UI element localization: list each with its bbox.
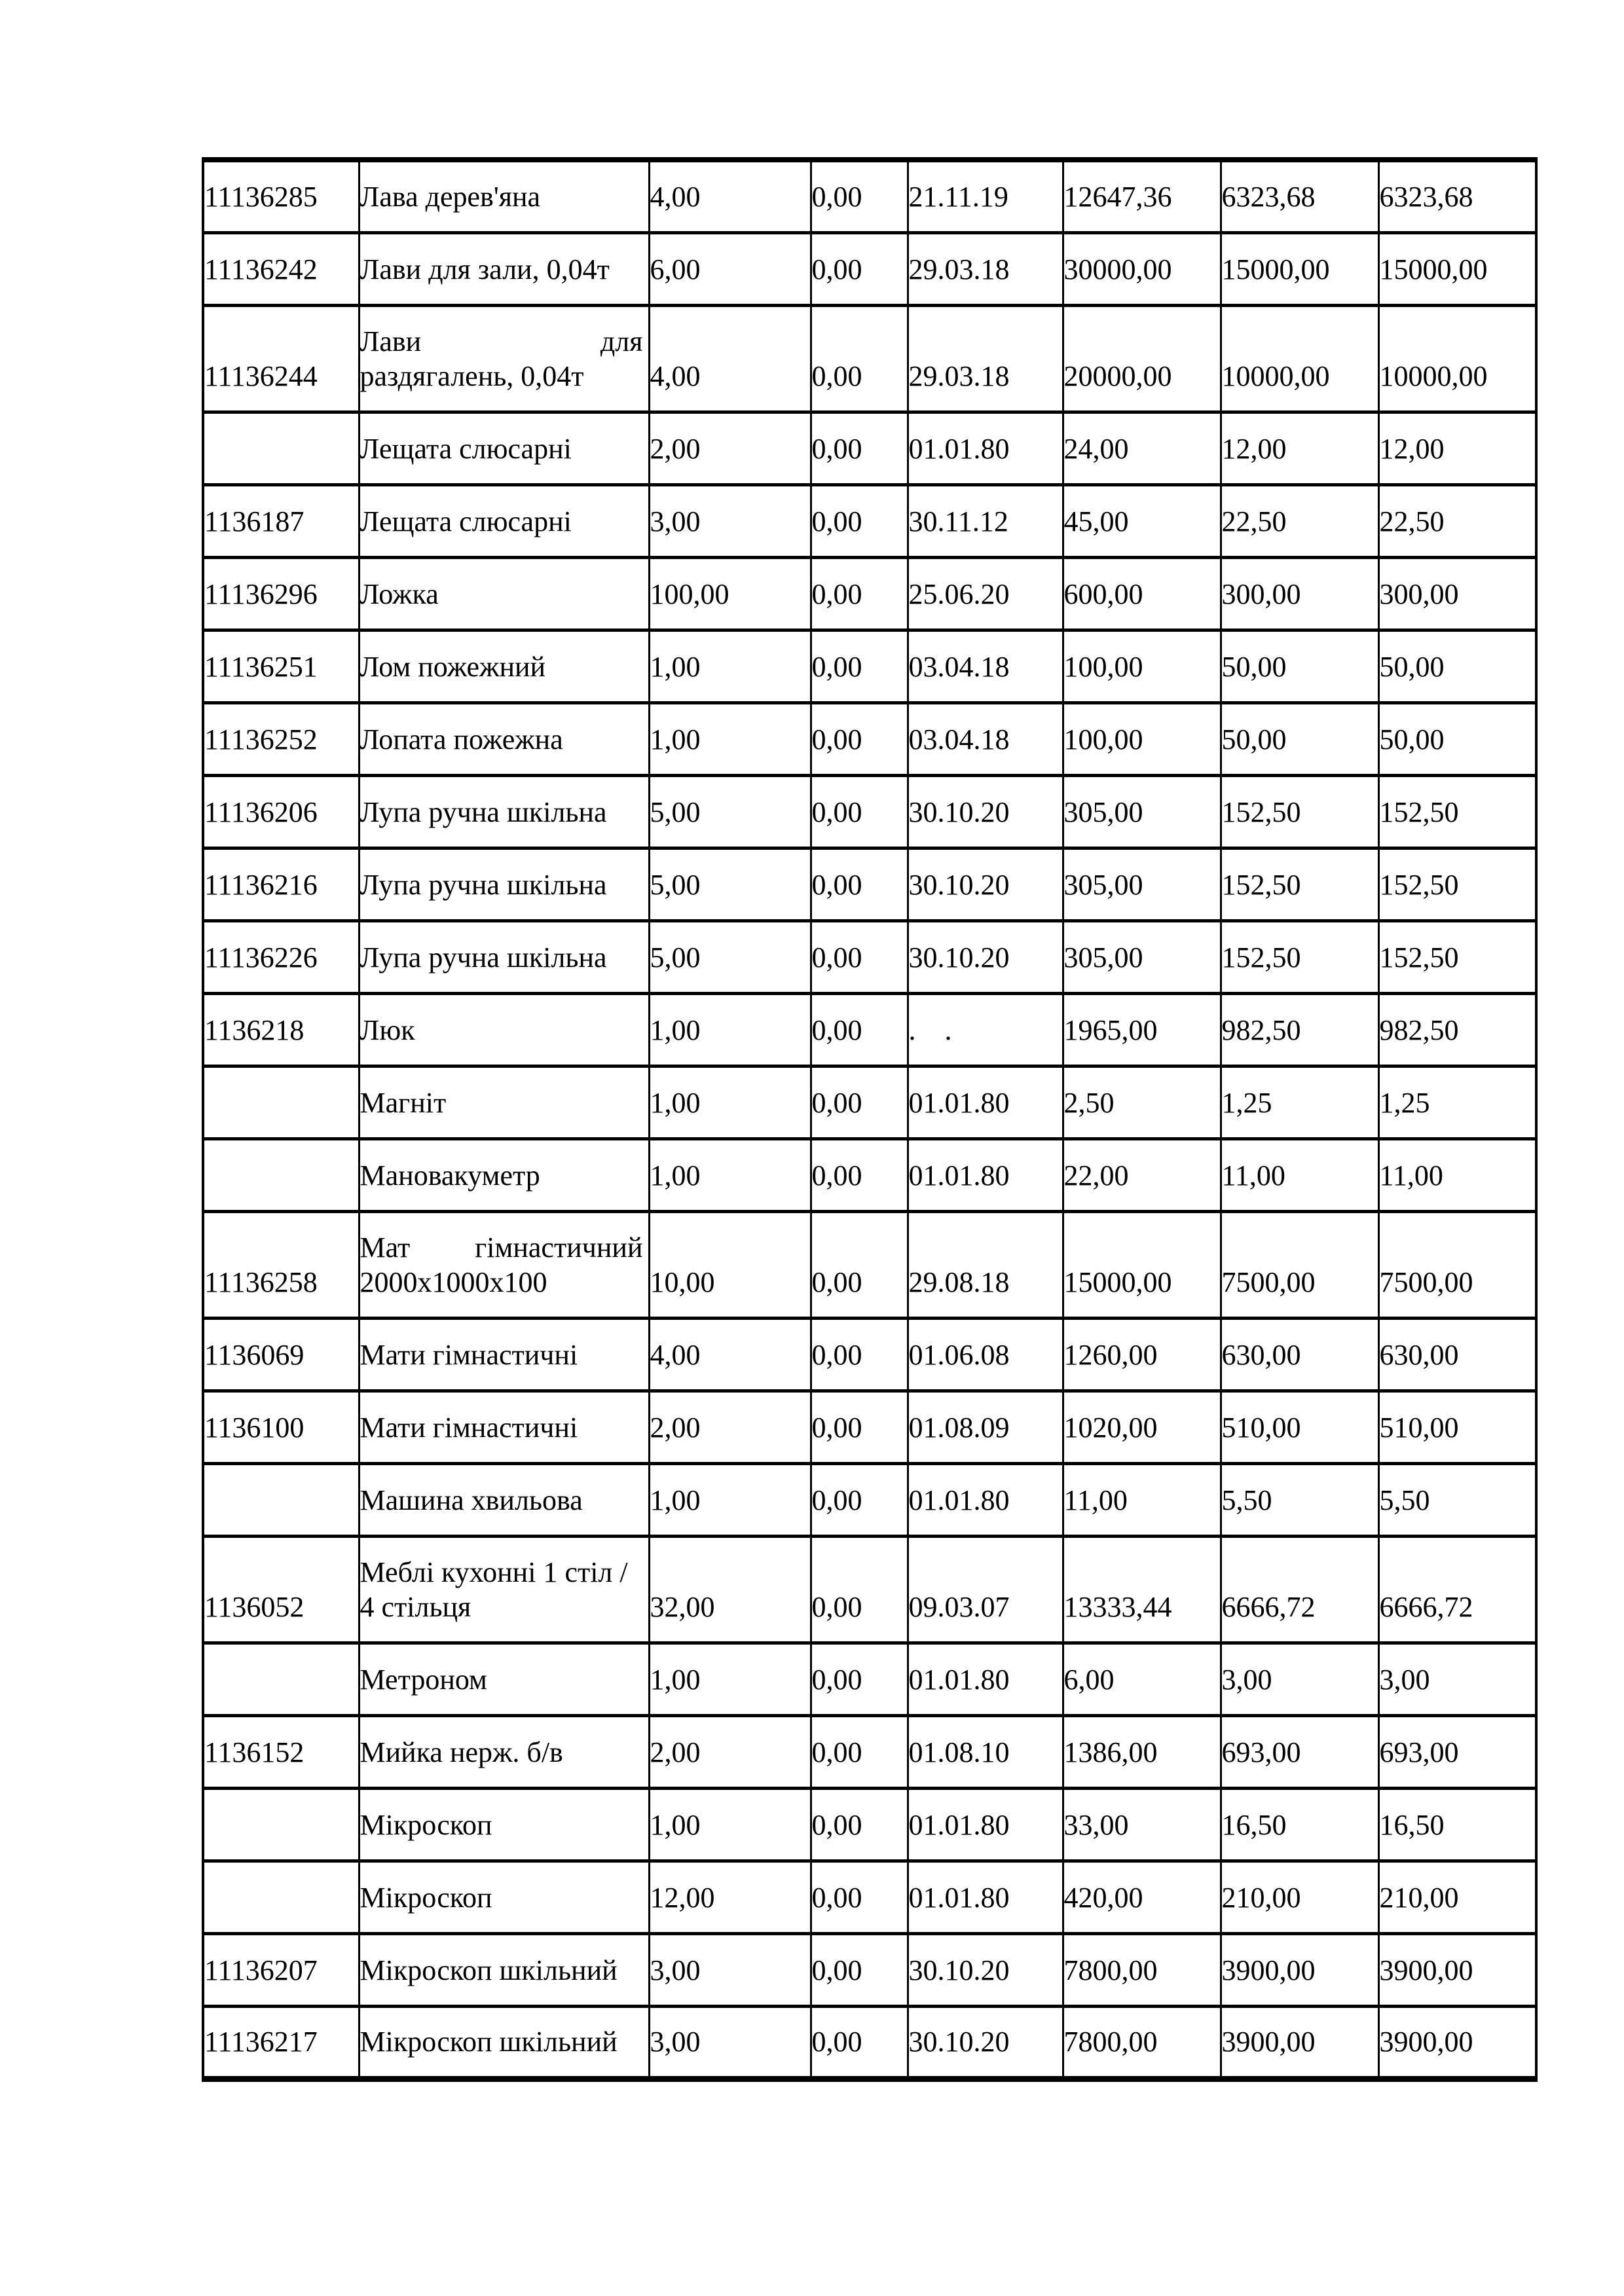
cell-id: 11136244 xyxy=(203,305,359,412)
cell-residual-value: 510,00 xyxy=(1378,1391,1536,1463)
cell-total-value: 1965,00 xyxy=(1063,993,1221,1066)
cell-total-value: 7800,00 xyxy=(1063,1933,1221,2006)
cell-residual-value: 11,00 xyxy=(1378,1139,1536,1211)
cell-total-value: 100,00 xyxy=(1063,630,1221,702)
cell-name xyxy=(359,2006,649,2079)
cell-date: 01.01.80 xyxy=(908,1643,1063,1715)
cell-name xyxy=(359,1463,649,1536)
cell-name xyxy=(359,412,649,484)
cell-qty: 3,00 xyxy=(649,484,811,557)
item-name-line: Ложка xyxy=(360,577,439,610)
cell-name xyxy=(359,993,649,1066)
cell-qty: 100,00 xyxy=(649,557,811,630)
item-name-line: 4 стільця xyxy=(360,1590,471,1623)
cell-name xyxy=(359,1861,649,1933)
cell-total-value: 1386,00 xyxy=(1063,1715,1221,1788)
item-name-line: Мати гімнастичні xyxy=(360,1411,578,1444)
cell-wear-value: 300,00 xyxy=(1221,557,1378,630)
cell-total-value: 22,00 xyxy=(1063,1139,1221,1211)
item-name-line: Метроном xyxy=(360,1663,487,1696)
item-name-line: Лави для зали, 0,04т xyxy=(360,253,610,285)
cell-qty: 10,00 xyxy=(649,1211,811,1318)
cell-wear-value: 50,00 xyxy=(1221,630,1378,702)
table-row xyxy=(203,2006,1536,2079)
cell-date: 01.01.80 xyxy=(908,1066,1063,1139)
cell-wear-value: 693,00 xyxy=(1221,1715,1378,1788)
cell-name xyxy=(359,1933,649,2006)
cell-date: 03.04.18 xyxy=(908,630,1063,702)
cell-name xyxy=(359,1139,649,1211)
cell-qty: 1,00 xyxy=(649,630,811,702)
cell-id xyxy=(203,1139,359,1211)
cell-wear-value: 1,25 xyxy=(1221,1066,1378,1139)
cell-wear-value: 982,50 xyxy=(1221,993,1378,1066)
cell-total-value: 15000,00 xyxy=(1063,1211,1221,1318)
table-row xyxy=(203,1463,1536,1536)
cell-date: 30.10.20 xyxy=(908,920,1063,993)
cell-total-value: 305,00 xyxy=(1063,775,1221,848)
cell-qty-expended: 0,00 xyxy=(811,1139,908,1211)
cell-qty: 1,00 xyxy=(649,1463,811,1536)
cell-id: 1136069 xyxy=(203,1318,359,1391)
table-row xyxy=(203,1211,1536,1318)
cell-date: 29.03.18 xyxy=(908,232,1063,305)
cell-id: 1136100 xyxy=(203,1391,359,1463)
cell-id: 1136152 xyxy=(203,1715,359,1788)
table-row xyxy=(203,1788,1536,1861)
cell-wear-value: 50,00 xyxy=(1221,702,1378,775)
cell-qty-expended: 0,00 xyxy=(811,1318,908,1391)
cell-qty-expended: 0,00 xyxy=(811,1643,908,1715)
item-name-line: Мікроскоп шкільний xyxy=(360,1954,618,1986)
item-name-line xyxy=(360,1230,643,1265)
cell-residual-value: 3,00 xyxy=(1378,1643,1536,1715)
table-row xyxy=(203,993,1536,1066)
cell-date: 30.11.12 xyxy=(908,484,1063,557)
cell-date: 01.01.80 xyxy=(908,412,1063,484)
cell-wear-value: 12,00 xyxy=(1221,412,1378,484)
cell-qty: 1,00 xyxy=(649,1643,811,1715)
cell-qty-expended: 0,00 xyxy=(811,232,908,305)
table-row xyxy=(203,920,1536,993)
cell-id: 11136251 xyxy=(203,630,359,702)
cell-total-value: 1260,00 xyxy=(1063,1318,1221,1391)
cell-qty: 1,00 xyxy=(649,702,811,775)
cell-wear-value: 6666,72 xyxy=(1221,1536,1378,1643)
cell-qty-expended: 0,00 xyxy=(811,1715,908,1788)
cell-residual-value: 6323,68 xyxy=(1378,160,1536,232)
table-row xyxy=(203,702,1536,775)
table-row xyxy=(203,412,1536,484)
item-name-line: Лупа ручна шкільна xyxy=(360,868,607,901)
cell-date: 01.01.80 xyxy=(908,1861,1063,1933)
table-row xyxy=(203,160,1536,232)
cell-qty: 32,00 xyxy=(649,1536,811,1643)
cell-qty-expended: 0,00 xyxy=(811,484,908,557)
cell-qty: 2,00 xyxy=(649,1715,811,1788)
cell-total-value: 305,00 xyxy=(1063,848,1221,920)
item-name-line xyxy=(360,324,643,359)
cell-date: 09.03.07 xyxy=(908,1536,1063,1643)
item-name-line: Меблі кухонні 1 стіл / xyxy=(360,1556,628,1588)
cell-qty: 5,00 xyxy=(649,775,811,848)
cell-id xyxy=(203,1788,359,1861)
cell-id: 1136052 xyxy=(203,1536,359,1643)
cell-residual-value: 152,50 xyxy=(1378,775,1536,848)
cell-id: 11136258 xyxy=(203,1211,359,1318)
cell-id: 11136217 xyxy=(203,2006,359,2079)
cell-name xyxy=(359,160,649,232)
item-name-line: Магніт xyxy=(360,1086,447,1119)
name-word: Мат xyxy=(360,1231,411,1264)
cell-residual-value: 5,50 xyxy=(1378,1463,1536,1536)
item-name-line: Мийка нерж. б/в xyxy=(360,1736,563,1768)
cell-qty: 3,00 xyxy=(649,2006,811,2079)
cell-total-value: 30000,00 xyxy=(1063,232,1221,305)
cell-qty: 5,00 xyxy=(649,920,811,993)
cell-date: 30.10.20 xyxy=(908,2006,1063,2079)
cell-qty-expended: 0,00 xyxy=(811,557,908,630)
name-word: Лави xyxy=(360,325,422,357)
cell-qty-expended: 0,00 xyxy=(811,848,908,920)
cell-qty: 5,00 xyxy=(649,848,811,920)
cell-date: . . xyxy=(908,993,1063,1066)
table-row xyxy=(203,1318,1536,1391)
cell-residual-value: 693,00 xyxy=(1378,1715,1536,1788)
cell-date: 01.08.09 xyxy=(908,1391,1063,1463)
cell-residual-value: 12,00 xyxy=(1378,412,1536,484)
cell-wear-value: 510,00 xyxy=(1221,1391,1378,1463)
cell-total-value: 600,00 xyxy=(1063,557,1221,630)
cell-total-value: 24,00 xyxy=(1063,412,1221,484)
cell-name xyxy=(359,1211,649,1318)
table-row xyxy=(203,630,1536,702)
cell-date: 25.06.20 xyxy=(908,557,1063,630)
cell-residual-value: 152,50 xyxy=(1378,848,1536,920)
cell-qty-expended: 0,00 xyxy=(811,1066,908,1139)
cell-name xyxy=(359,1391,649,1463)
cell-residual-value: 50,00 xyxy=(1378,702,1536,775)
cell-id: 11136296 xyxy=(203,557,359,630)
cell-wear-value: 10000,00 xyxy=(1221,305,1378,412)
cell-total-value: 100,00 xyxy=(1063,702,1221,775)
cell-wear-value: 22,50 xyxy=(1221,484,1378,557)
table-row xyxy=(203,775,1536,848)
cell-date: 01.01.80 xyxy=(908,1139,1063,1211)
item-name-line: 2000х1000х100 xyxy=(360,1266,547,1298)
cell-residual-value: 10000,00 xyxy=(1378,305,1536,412)
cell-residual-value: 982,50 xyxy=(1378,993,1536,1066)
cell-id: 11136242 xyxy=(203,232,359,305)
cell-total-value: 33,00 xyxy=(1063,1788,1221,1861)
cell-wear-value: 15000,00 xyxy=(1221,232,1378,305)
cell-qty-expended: 0,00 xyxy=(811,1211,908,1318)
cell-residual-value: 152,50 xyxy=(1378,920,1536,993)
cell-total-value: 1020,00 xyxy=(1063,1391,1221,1463)
cell-qty: 12,00 xyxy=(649,1861,811,1933)
cell-total-value: 305,00 xyxy=(1063,920,1221,993)
item-name-line: Лещата слюсарні xyxy=(360,432,572,465)
cell-name xyxy=(359,630,649,702)
cell-id: 11136252 xyxy=(203,702,359,775)
cell-date: 29.03.18 xyxy=(908,305,1063,412)
cell-name xyxy=(359,557,649,630)
item-name-line: Лупа ручна шкільна xyxy=(360,795,607,828)
cell-qty-expended: 0,00 xyxy=(811,993,908,1066)
cell-residual-value: 15000,00 xyxy=(1378,232,1536,305)
item-name-line: Лопата пожежна xyxy=(360,723,563,756)
table-row xyxy=(203,232,1536,305)
cell-residual-value: 7500,00 xyxy=(1378,1211,1536,1318)
cell-wear-value: 630,00 xyxy=(1221,1318,1378,1391)
cell-total-value: 12647,36 xyxy=(1063,160,1221,232)
cell-id: 1136218 xyxy=(203,993,359,1066)
cell-name xyxy=(359,1066,649,1139)
item-name-line: Машина хвильова xyxy=(360,1484,583,1516)
table-row xyxy=(203,1536,1536,1643)
item-name-line: Мікроскоп xyxy=(360,1881,492,1914)
cell-date: 01.01.80 xyxy=(908,1788,1063,1861)
cell-wear-value: 5,50 xyxy=(1221,1463,1378,1536)
cell-residual-value: 210,00 xyxy=(1378,1861,1536,1933)
cell-id xyxy=(203,1643,359,1715)
cell-qty-expended: 0,00 xyxy=(811,1788,908,1861)
cell-wear-value: 16,50 xyxy=(1221,1788,1378,1861)
table-row xyxy=(203,1933,1536,2006)
table-row xyxy=(203,848,1536,920)
item-name-line: Мікроскоп шкільний xyxy=(360,2025,618,2058)
cell-date: 30.10.20 xyxy=(908,775,1063,848)
cell-id: 11136285 xyxy=(203,160,359,232)
cell-wear-value: 6323,68 xyxy=(1221,160,1378,232)
cell-residual-value: 16,50 xyxy=(1378,1788,1536,1861)
table-row xyxy=(203,1643,1536,1715)
cell-total-value: 11,00 xyxy=(1063,1463,1221,1536)
cell-residual-value: 50,00 xyxy=(1378,630,1536,702)
item-name-line: раздягалень, 0,04т xyxy=(360,359,584,392)
cell-residual-value: 3900,00 xyxy=(1378,1933,1536,2006)
cell-total-value: 2,50 xyxy=(1063,1066,1221,1139)
cell-name xyxy=(359,305,649,412)
cell-date: 30.10.20 xyxy=(908,1933,1063,2006)
cell-qty: 2,00 xyxy=(649,1391,811,1463)
cell-wear-value: 3900,00 xyxy=(1221,2006,1378,2079)
cell-wear-value: 210,00 xyxy=(1221,1861,1378,1933)
cell-residual-value: 300,00 xyxy=(1378,557,1536,630)
item-name-line: Мікроскоп xyxy=(360,1808,492,1841)
cell-qty-expended: 0,00 xyxy=(811,305,908,412)
cell-qty: 1,00 xyxy=(649,1788,811,1861)
cell-id: 11136206 xyxy=(203,775,359,848)
cell-qty: 1,00 xyxy=(649,1139,811,1211)
item-name-line: Лом пожежний xyxy=(360,650,546,683)
item-name-line: Лупа ручна шкільна xyxy=(360,941,607,974)
cell-date: 01.06.08 xyxy=(908,1318,1063,1391)
cell-residual-value: 1,25 xyxy=(1378,1066,1536,1139)
cell-qty-expended: 0,00 xyxy=(811,1391,908,1463)
cell-qty-expended: 0,00 xyxy=(811,702,908,775)
cell-qty: 1,00 xyxy=(649,1066,811,1139)
cell-id xyxy=(203,412,359,484)
cell-qty: 1,00 xyxy=(649,993,811,1066)
cell-wear-value: 152,50 xyxy=(1221,775,1378,848)
cell-id: 11136226 xyxy=(203,920,359,993)
cell-qty-expended: 0,00 xyxy=(811,2006,908,2079)
cell-name xyxy=(359,1788,649,1861)
cell-total-value: 6,00 xyxy=(1063,1643,1221,1715)
cell-qty-expended: 0,00 xyxy=(811,160,908,232)
cell-wear-value: 7500,00 xyxy=(1221,1211,1378,1318)
cell-date: 01.01.80 xyxy=(908,1463,1063,1536)
name-word: для xyxy=(600,325,643,357)
cell-residual-value: 22,50 xyxy=(1378,484,1536,557)
cell-qty: 2,00 xyxy=(649,412,811,484)
cell-name xyxy=(359,1643,649,1715)
cell-id xyxy=(203,1463,359,1536)
cell-wear-value: 152,50 xyxy=(1221,848,1378,920)
cell-date: 21.11.19 xyxy=(908,160,1063,232)
table-row xyxy=(203,484,1536,557)
item-name-line: Люк xyxy=(360,1013,415,1046)
inventory-table xyxy=(202,157,1538,2082)
item-name-line: Лава дерев'яна xyxy=(360,180,541,213)
cell-wear-value: 3,00 xyxy=(1221,1643,1378,1715)
cell-residual-value: 3900,00 xyxy=(1378,2006,1536,2079)
item-name-line: Лещата слюсарні xyxy=(360,505,572,538)
cell-residual-value: 630,00 xyxy=(1378,1318,1536,1391)
cell-qty-expended: 0,00 xyxy=(811,1933,908,2006)
cell-wear-value: 152,50 xyxy=(1221,920,1378,993)
cell-residual-value: 6666,72 xyxy=(1378,1536,1536,1643)
cell-name xyxy=(359,1536,649,1643)
table-row xyxy=(203,1139,1536,1211)
item-name-line: Мати гімнастичні xyxy=(360,1338,578,1371)
cell-id xyxy=(203,1861,359,1933)
cell-name xyxy=(359,848,649,920)
cell-date: 01.08.10 xyxy=(908,1715,1063,1788)
cell-total-value: 7800,00 xyxy=(1063,2006,1221,2079)
cell-name xyxy=(359,702,649,775)
cell-id: 1136187 xyxy=(203,484,359,557)
cell-qty-expended: 0,00 xyxy=(811,630,908,702)
cell-wear-value: 3900,00 xyxy=(1221,1933,1378,2006)
cell-id: 11136207 xyxy=(203,1933,359,2006)
item-name-line: Мановакуметр xyxy=(360,1159,540,1192)
cell-total-value: 420,00 xyxy=(1063,1861,1221,1933)
cell-qty-expended: 0,00 xyxy=(811,920,908,993)
cell-qty: 4,00 xyxy=(649,1318,811,1391)
cell-qty: 6,00 xyxy=(649,232,811,305)
table-row xyxy=(203,1391,1536,1463)
cell-qty: 4,00 xyxy=(649,305,811,412)
cell-date: 30.10.20 xyxy=(908,848,1063,920)
cell-name xyxy=(359,920,649,993)
cell-qty-expended: 0,00 xyxy=(811,1463,908,1536)
cell-qty-expended: 0,00 xyxy=(811,1861,908,1933)
cell-qty-expended: 0,00 xyxy=(811,775,908,848)
table-row xyxy=(203,1066,1536,1139)
table-row xyxy=(203,305,1536,412)
cell-date: 03.04.18 xyxy=(908,702,1063,775)
table-row xyxy=(203,1861,1536,1933)
table-row xyxy=(203,1715,1536,1788)
cell-total-value: 45,00 xyxy=(1063,484,1221,557)
cell-name xyxy=(359,1715,649,1788)
cell-total-value: 13333,44 xyxy=(1063,1536,1221,1643)
name-word: гімнастичний xyxy=(475,1231,643,1264)
table-row xyxy=(203,557,1536,630)
cell-total-value: 20000,00 xyxy=(1063,305,1221,412)
cell-qty: 4,00 xyxy=(649,160,811,232)
cell-date: 29.08.18 xyxy=(908,1211,1063,1318)
cell-id: 11136216 xyxy=(203,848,359,920)
cell-qty-expended: 0,00 xyxy=(811,1536,908,1643)
cell-id xyxy=(203,1066,359,1139)
cell-qty-expended: 0,00 xyxy=(811,412,908,484)
cell-name xyxy=(359,232,649,305)
cell-qty: 3,00 xyxy=(649,1933,811,2006)
cell-name xyxy=(359,484,649,557)
cell-wear-value: 11,00 xyxy=(1221,1139,1378,1211)
cell-name xyxy=(359,775,649,848)
cell-name xyxy=(359,1318,649,1391)
